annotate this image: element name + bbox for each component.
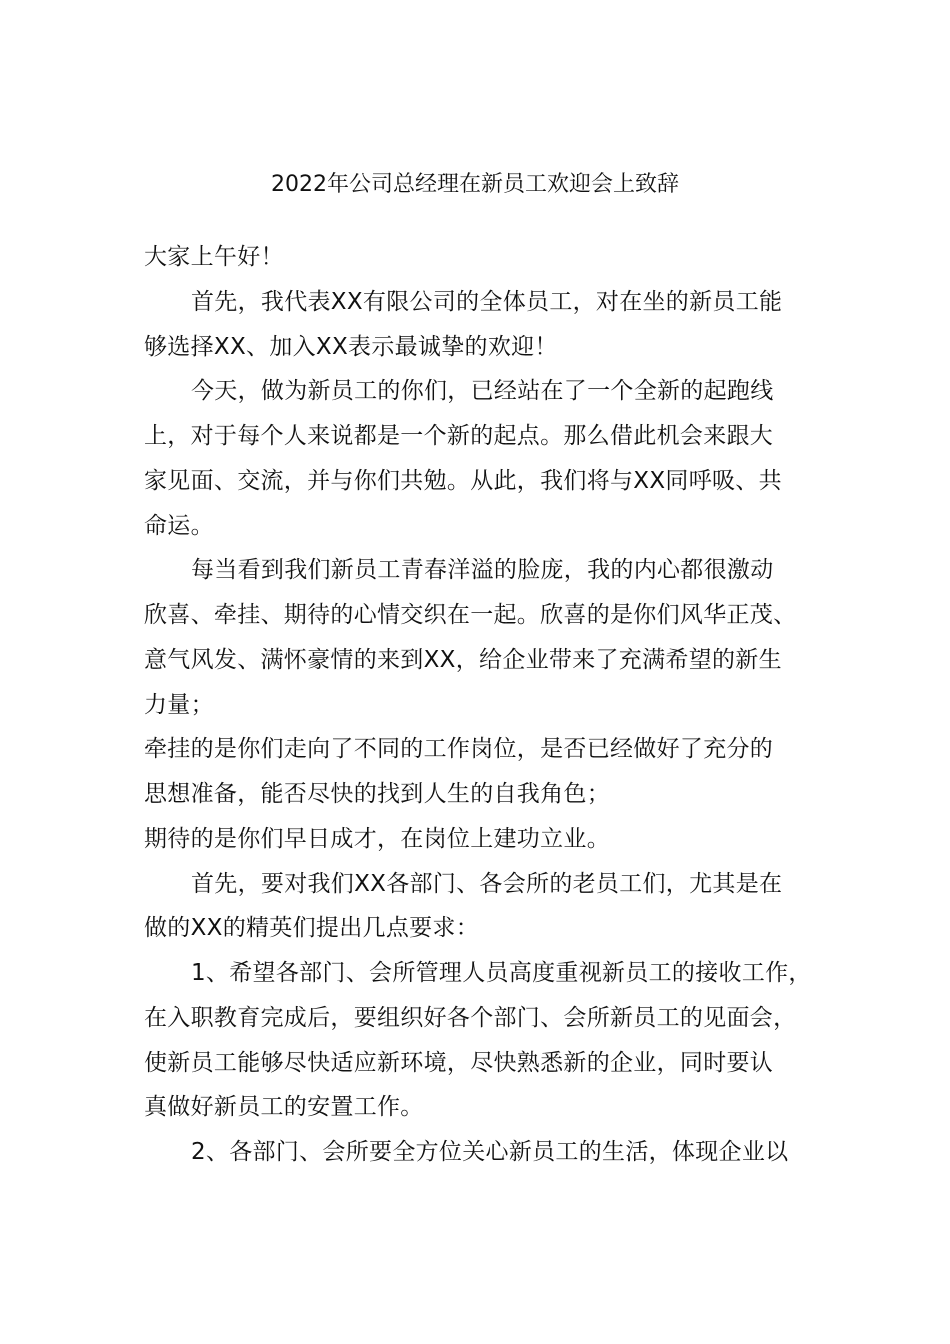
text-line: 首先，我代表XX有限公司的全体员工，对在坐的新员工能 [191,288,783,315]
text-line: 意气风发、满怀豪情的来到XX，给企业带来了充满希望的新生 [144,646,782,673]
text-line: 使新员工能够尽快适应新环境，尽快熟悉新的企业，同时要认 [144,1049,774,1076]
text-line: 命运。 [144,512,214,539]
text-line: 在入职教育完成后，要组织好各个部门、会所新员工的见面会， [144,1004,797,1031]
text-line: 做的XX的精英们提出几点要求： [144,915,480,942]
text-line: 2、各部门、会所要全方位关心新员工的生活，体现企业以 [191,1139,789,1165]
text-line: 期待的是你们早日成才，在岗位上建功立业。 [144,825,610,852]
text-line: 牵挂的是你们走向了不同的工作岗位，是否已经做好了充分的 [144,736,774,763]
text-line: 欣喜、牵挂、期待的心情交织在一起。欣喜的是你们风华正茂、 [144,602,797,628]
text-line: 力量； [144,691,214,718]
text-line: 1、希望各部门、会所管理人员高度重视新员工的接收工作， [191,960,812,986]
text-line: 今天，做为新员工的你们，已经站在了一个全新的起跑线 [191,378,774,405]
text-line: 思想准备，能否尽快的找到人生的自我角色； [144,781,610,807]
text-line: 首先，要对我们XX各部门、各会所的老员工们，尤其是在 [191,870,783,897]
text-line: 大家上午好！ [144,244,284,270]
document-body [144,235,834,1175]
text-line: 够选择XX、加入XX表示最诚挚的欢迎！ [144,333,558,360]
text-line: 家见面、交流，并与你们共勉。从此，我们将与XX同呼吸、共 [144,467,782,494]
text-line: 每当看到我们新员工青春洋溢的脸庞，我的内心都很激动 [191,557,774,584]
document-title: 2022年公司总经理在新员工欢迎会上致辞 [271,172,679,197]
text-line: 真做好新员工的安置工作。 [144,1094,424,1121]
text-line: 上，对于每个人来说都是一个新的起点。那么借此机会来跟大 [144,423,774,449]
